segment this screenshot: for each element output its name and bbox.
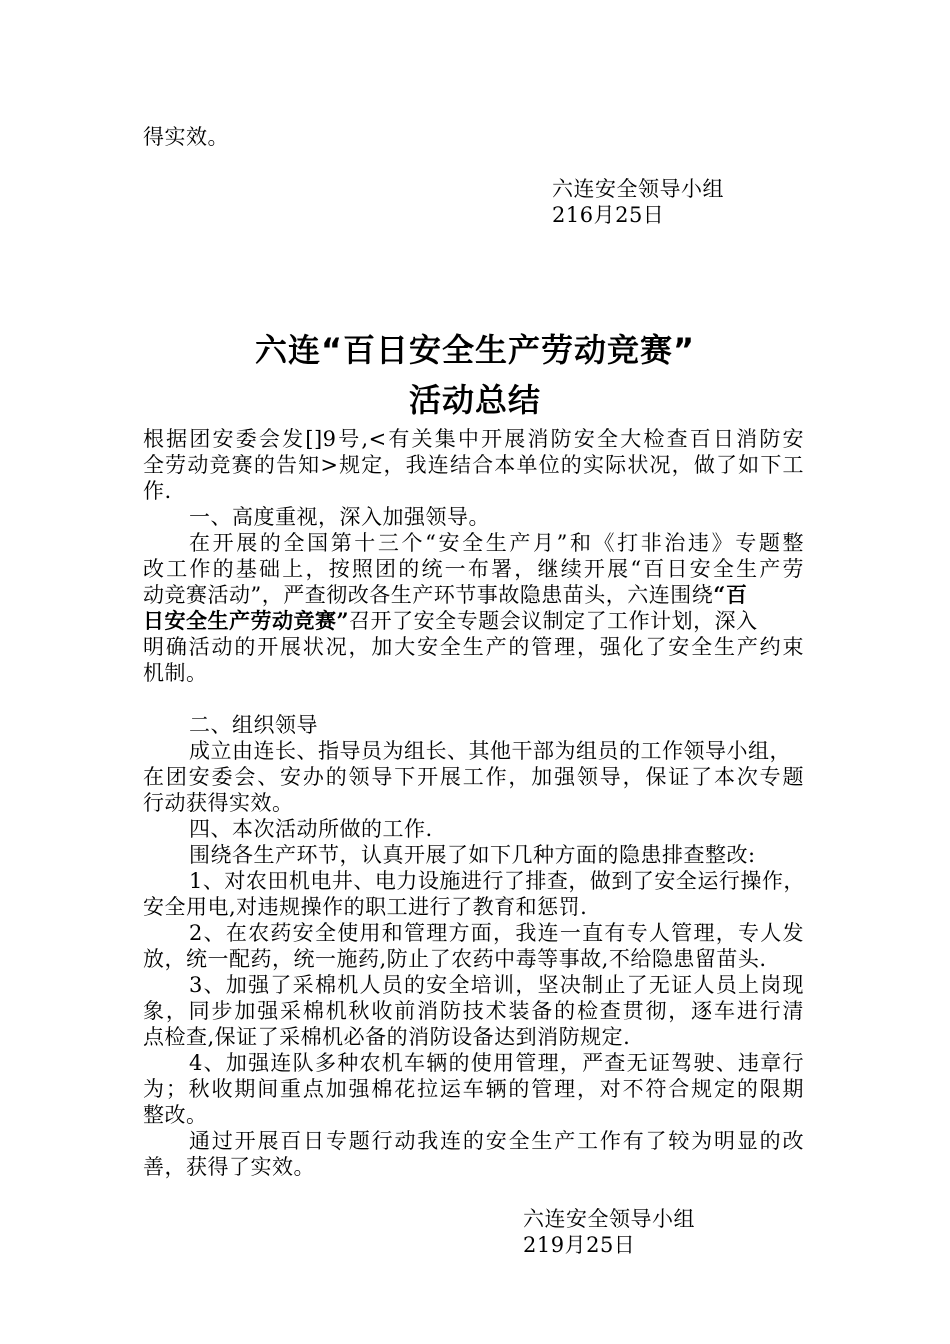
section1-line-with-bold [143,582,747,608]
section4-item3-line: 3、加强了采棉机人员的安全培训，坚决制止了无证人员上岗现 [189,973,804,997]
section1-line-text: 召开了安全专题会议制定了工作计划，深入 [349,609,758,633]
section4-item3-line: 点检查,保证了采棉机必备的消防设备达到消防规定. [143,1025,631,1049]
section1-heading: 一、高度重视，深入加强领导。 [189,505,490,529]
section4-item2-line: 2、在农药安全使用和管理方面，我连一直有专人管理，专人发 [189,921,804,945]
section4-item1-line: 1、对农田机电井、电力设施进行了排查，做到了安全运行操作， [189,869,805,893]
bottom-signature-org: 六连安全领导小组 [523,1207,695,1231]
bottom-signature-date: 219月25日 [523,1233,636,1257]
section1-line-with-bold [143,608,758,634]
section2-line: 行动获得实效。 [143,791,294,815]
top-signature-date: 216月25日 [552,203,665,227]
section4-item3-line: 象，同步加强采棉机秋收前消防技术装备的检查贯彻，逐车进行清 [143,999,804,1023]
section4-item4-line: 为；秋收期间重点加强棉花拉运车辆的管理，对不符合规定的限期 [143,1077,804,1101]
section4-item4-line: 4、加强连队多种农机车辆的使用管理，严查无证驾驶、违章行 [189,1051,804,1075]
section4-heading: 四、本次活动所做的工作. [189,817,433,841]
top-signature-org: 六连安全领导小组 [552,177,724,201]
section1-bold-phrase-start: “百 [713,582,748,607]
intro-line: 全劳动竞赛的告知>规定，我连结合本单位的实际状况，做了如下工 [143,453,804,477]
intro-line: 根据团安委会发[]9号,<有关集中开展消防安全大检查百日消防安 [143,427,804,451]
section1-line: 在开展的全国第十三个“安全生产月”和《打非治违》专题整 [189,531,804,555]
section4-item2-line: 放，统一配药，统一施药,防止了农药中毒等事故,不给隐患留苗头. [143,947,767,971]
section2-heading: 二、组织领导 [189,713,318,737]
section1-line: 改工作的基础上，按照团的统一布署，继续开展“百日安全生产劳 [143,557,804,581]
conclusion-line: 通过开展百日专题行动我连的安全生产工作有了较为明显的改 [189,1129,804,1153]
section4-item4-line: 整改。 [143,1103,208,1127]
section1-line-text: 动竞赛活动”，严查彻改各生产环节事故隐患苗头，六连围绕 [143,583,714,607]
intro-line: 作. [143,479,172,503]
section2-line: 在团安委会、安办的领导下开展工作，加强领导，保证了本次专题 [143,765,804,789]
document-title-line2: 活动总结 [408,381,541,419]
section1-line: 机制。 [143,661,208,685]
section4-item1-line: 安全用电,对违规操作的职工进行了教育和惩罚. [143,895,588,919]
conclusion-line: 善，获得了实效。 [143,1155,315,1179]
section2-line: 成立由连长、指导员为组长、其他干部为组员的工作领导小组， [189,739,791,763]
previous-text-tail: 得实效。 [143,125,229,149]
document-title-line1: 六连“百日安全生产劳动竞赛” [254,331,696,369]
section1-line: 明确活动的开展状况，加大安全生产的管理，强化了安全生产约束 [143,635,804,659]
section1-bold-phrase-end: 日安全生产劳动竞赛” [143,608,350,633]
section4-intro: 围绕各生产环节，认真开展了如下几种方面的隐患排查整改: [189,843,756,867]
